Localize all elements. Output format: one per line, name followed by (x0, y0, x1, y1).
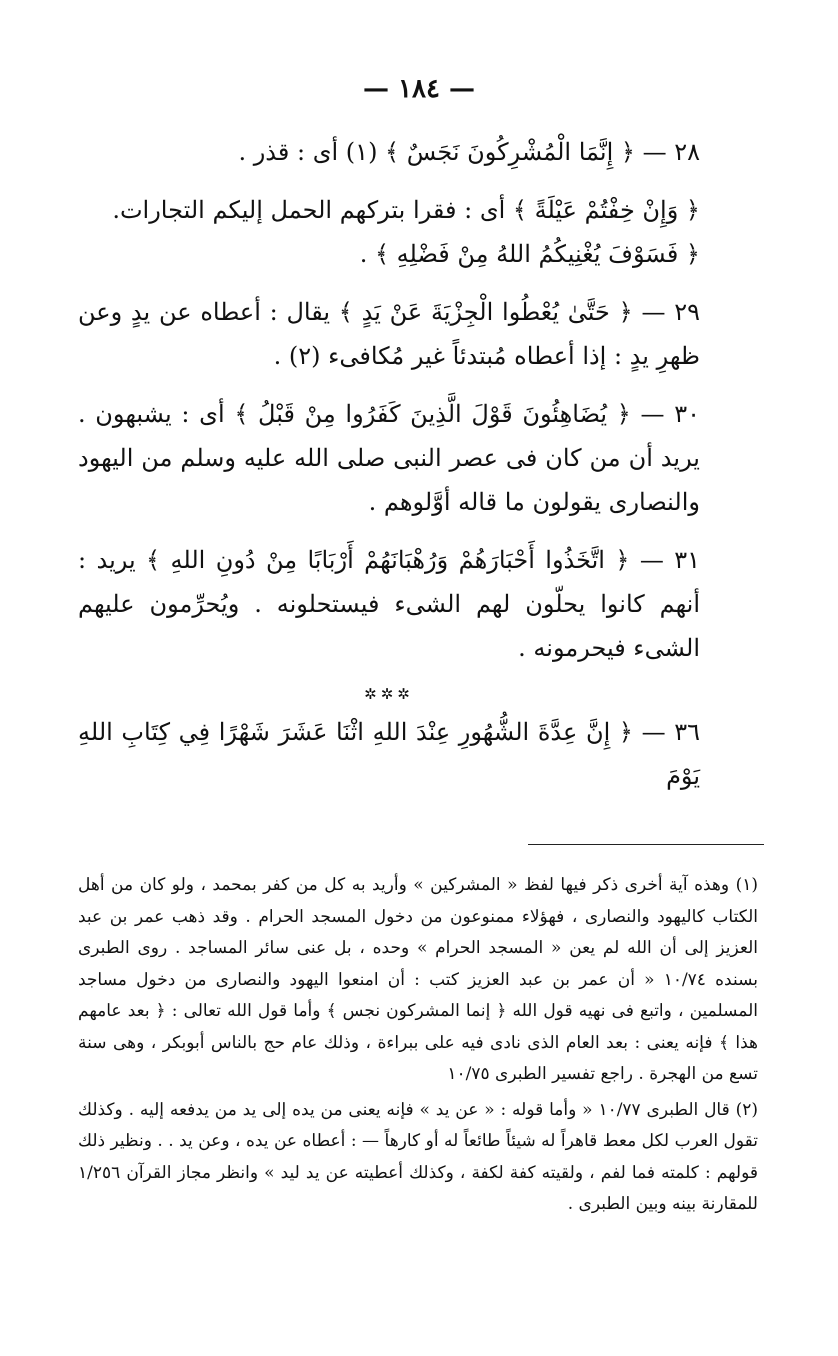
footnote-divider (528, 844, 764, 845)
section-separator: ✲✲✲ (364, 685, 414, 703)
main-text (78, 130, 700, 812)
footnote-1: (١) وهذه آية أخرى ذكر فيها لفظ « المشركين » وأريد به كل من كفر بمحمد ، ولو كان من أهل الكتاب كاليهود والنصارى ، فهؤلاء ممنوعون من دخول المسجد الحرام . وقد ذهب عمر بن عبد العزيز إلى أن الله لم يعن « المسجد الحرام » وحده ، بل عنى سائر المساجد . روى الطبرى بسنده ١٠/٧٤ « أن عمر بن عبد العزيز كتب : أن امنعوا اليهود والنصارى من دخول مساجد المسلمين ، واتبع فى نهيه قول الله ﴿ إنما المشركون نجس ﴾ وأما قول الله تعالى : ﴿ بعد عامهم هذا ﴾ فإنه يعنى : بعد العام الذى نادى فيه على ببراءة ، وذلك عام حج بالناس أبوبكر ، وهى سنة تسع من الهجرة . راجع تفسير الطبرى ١٠/٧٥ (78, 875, 758, 1084)
paragraph-verse-36: ٣٦ — ﴿ إِنَّ عِدَّةَ الشُّهُورِ عِنْدَ اللهِ اثْنَا عَشَرَ شَهْرًا فِي كِتَابِ اللهِ يَوْمَ (78, 718, 700, 790)
footnote-2: (٢) قال الطبرى ١٠/٧٧ « وأما قوله : « عن يد » فإنه يعنى من يده إلى يد من يدفعه إليه . وكذلك تقول العرب لكل معط قاهراً له شيئاً طائعاً له أو كارهاً — : أعطاه عن يده ، وعن يد . . ونظير ذلك قولهم : كلمته فما لفم ، ولقيته كفة لكفة ، وكذلك أعطيته عن يد ليد » وانظر مجاز القرآن ١/٢٥٦ للمقارنة بينه وبين الطبرى . (78, 1099, 758, 1214)
paragraph-verse-28: ٢٨ — ﴿ إِنَّمَا الْمُشْرِكُونَ نَجَسٌ ﴾ (١) أى : قذر . (238, 138, 700, 166)
page-number: — ١٨٤ — (362, 74, 476, 104)
paragraph-verse-28-cont-1: ﴿ وَإِنْ خِفْتُمْ عَيْلَةً ﴾ أى : فقرا بتركهم الحمل إليكم التجارات. (112, 196, 700, 224)
paragraph-verse-28-cont-2: ﴿ فَسَوْفَ يُغْنِيكُمُ اللهُ مِنْ فَضْلِهِ ﴾ . (359, 240, 700, 268)
paragraph-verse-31: ٣١ — ﴿ اتَّخَذُوا أَحْبَارَهُمْ وَرُهْبَانَهُمْ أَرْبَابًا مِنْ دُونِ اللهِ ﴾ يريد : أنهم كانوا يحلّون لهم الشىء فيستحلونه . ويُحرِّمون عليهم الشىء فيحرمونه . (78, 546, 700, 662)
paragraph-verse-30: ٣٠ — ﴿ يُضَاهِئُونَ قَوْلَ الَّذِينَ كَفَرُوا مِنْ قَبْلُ ﴾ أى : يشبهون . يريد أن من كان فى عصر النبى صلى الله عليه وسلم من اليهود والنصارى يقولون ما قاله أوَّلوهم . (78, 400, 700, 516)
footnotes (78, 870, 758, 1225)
paragraph-verse-29: ٢٩ — ﴿ حَتَّىٰ يُعْطُوا الْجِزْيَةَ عَنْ يَدٍ ﴾ يقال : أعطاه عن يدٍ وعن ظهرِ يدٍ : إذا أعطاه مُبتدئاً غير مُكافىء (٢) . (78, 298, 700, 370)
